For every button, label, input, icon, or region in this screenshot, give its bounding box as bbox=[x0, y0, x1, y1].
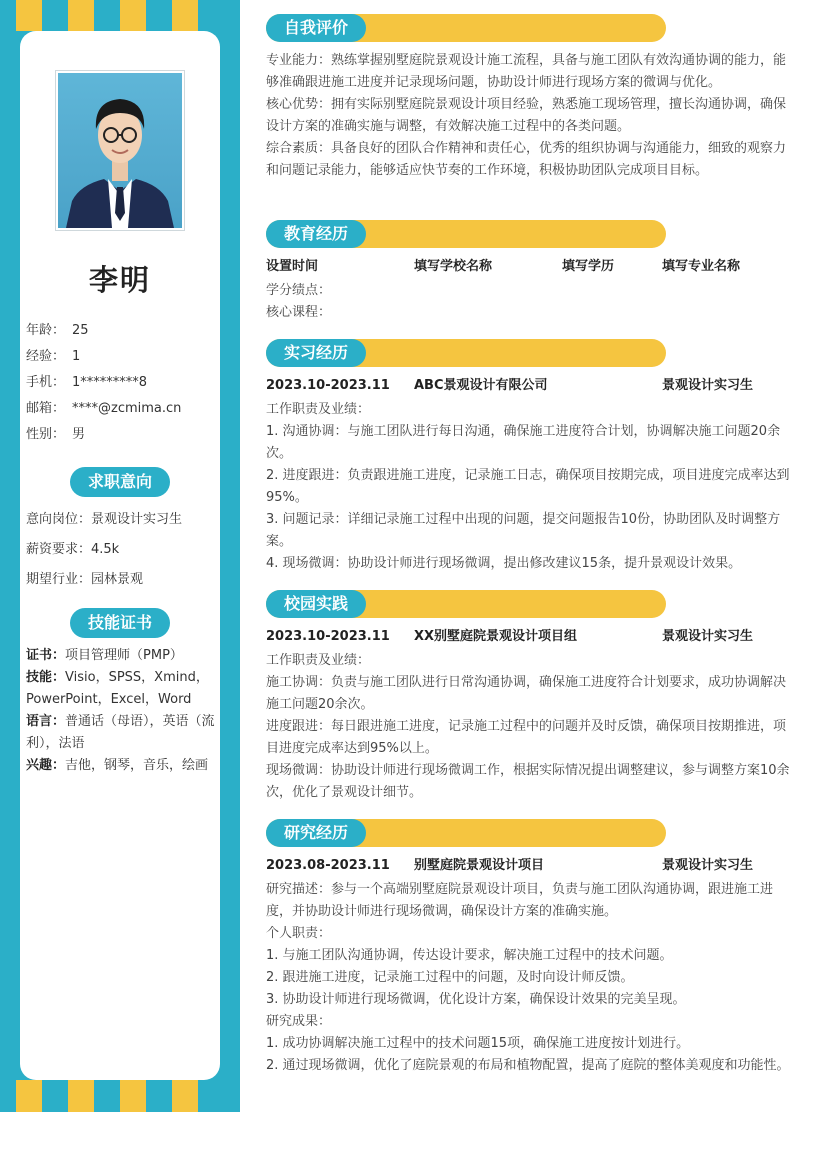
bottom-stripe bbox=[68, 1080, 94, 1112]
education-gpa: 学分绩点： bbox=[266, 283, 332, 298]
top-stripe bbox=[68, 0, 94, 31]
internship-company: ABC景观设计有限公司 bbox=[414, 378, 548, 393]
skill-tools: 技能：Visio，SPSS，Xmind，PowerPoint，Excel，Word bbox=[26, 670, 209, 707]
self-eval-paragraph: 核心优势：拥有实际别墅庭院景观设计项目经验，熟悉施工现场管理，擅长沟通协调，确保设计方案的准确实施与调整，有效解决施工过程中的各类问题。 bbox=[266, 97, 787, 134]
self-eval-header bbox=[266, 14, 666, 42]
campus-line: 工作职责及业绩： bbox=[266, 653, 371, 668]
campus-role: 景观设计实习生 bbox=[662, 629, 754, 644]
internship-header bbox=[266, 339, 666, 367]
research-time: 2023.08-2023.11 bbox=[266, 858, 390, 873]
skills-block bbox=[26, 645, 216, 777]
campus-header bbox=[266, 590, 666, 618]
info-age: 年龄： 25 bbox=[26, 323, 89, 338]
skills-heading: 技能证书 bbox=[70, 608, 170, 638]
education-time: 设置时间 bbox=[266, 259, 319, 274]
portrait-illustration bbox=[58, 73, 182, 228]
research-line: 3. 协助设计师进行现场微调，优化设计方案，确保设计效果的完美呈现。 bbox=[266, 992, 686, 1007]
campus-line: 进度跟进：每日跟进施工进度，记录施工过程中的问题并及时反馈，确保项目按期推进，项目进度完成率达到95%以上。 bbox=[266, 719, 787, 756]
intent-salary: 薪资要求：4.5k bbox=[26, 542, 120, 557]
intent-industry: 期望行业：园林景观 bbox=[26, 572, 144, 587]
bottom-stripe bbox=[172, 1080, 198, 1112]
internship-time: 2023.10-2023.11 bbox=[266, 378, 390, 393]
campus-org: XX别墅庭院景观设计项目组 bbox=[414, 629, 578, 644]
research-line: 1. 成功协调解决施工过程中的技术问题15项，确保施工进度按计划进行。 bbox=[266, 1036, 690, 1051]
internship-role: 景观设计实习生 bbox=[662, 378, 754, 393]
info-phone: 手机： 1*********8 bbox=[26, 375, 148, 390]
info-experience: 经验： 1 bbox=[26, 349, 81, 364]
info-gender: 性别： 男 bbox=[26, 427, 86, 442]
intent-position: 意向岗位：景观设计实习生 bbox=[26, 512, 183, 527]
campus-time: 2023.10-2023.11 bbox=[266, 629, 390, 644]
section-title: 实习经历 bbox=[266, 339, 366, 367]
internship-line: 工作职责及业绩： bbox=[266, 402, 371, 417]
skill-languages: 语言：普通话（母语），英语（流利），法语 bbox=[26, 714, 215, 751]
campus-line: 现场微调：协助设计师进行现场微调工作，根据实际情况提出调整建议，参与调整方案10余次，优化了景观设计细节。 bbox=[266, 763, 790, 800]
self-eval-content bbox=[266, 50, 796, 182]
bottom-stripe bbox=[120, 1080, 146, 1112]
top-stripe bbox=[172, 0, 198, 31]
education-school: 填写学校名称 bbox=[414, 259, 493, 274]
internship-line: 1. 沟通协调：与施工团队进行每日沟通，确保施工进度符合计划，协调解决施工问题20余次。 bbox=[266, 424, 781, 461]
research-line: 2. 通过现场微调，优化了庭院景观的布局和植物配置，提高了庭院的整体美观度和功能性。 bbox=[266, 1058, 790, 1073]
research-line: 1. 与施工团队沟通协调，传达设计要求，解决施工过程中的技术问题。 bbox=[266, 948, 673, 963]
education-major: 填写专业名称 bbox=[662, 259, 741, 274]
research-role: 景观设计实习生 bbox=[662, 858, 754, 873]
candidate-name: 李明 bbox=[88, 263, 151, 297]
info-email: 邮箱： ****@zcmima.cn bbox=[26, 401, 182, 416]
section-title: 教育经历 bbox=[266, 220, 366, 248]
research-row bbox=[266, 855, 796, 877]
research-line: 个人职责： bbox=[266, 926, 332, 941]
top-stripe bbox=[16, 0, 42, 31]
education-degree: 填写学历 bbox=[562, 259, 615, 274]
education-row bbox=[266, 256, 796, 278]
profile-photo bbox=[56, 71, 184, 230]
research-header bbox=[266, 819, 666, 847]
research-line: 2. 跟进施工进度，记录施工过程中的问题，及时向设计师反馈。 bbox=[266, 970, 634, 985]
research-line: 研究成果： bbox=[266, 1014, 332, 1029]
internship-content bbox=[266, 399, 796, 575]
internship-row bbox=[266, 375, 796, 397]
research-project: 别墅庭院景观设计项目 bbox=[414, 858, 545, 873]
education-courses: 核心课程： bbox=[266, 305, 332, 320]
research-line: 研究描述：参与一个高端别墅庭院景观设计项目，负责与施工团队沟通协调，跟进施工进度，并协助设计师进行现场微调，确保设计方案的准确实施。 bbox=[266, 882, 774, 919]
self-eval-paragraph: 综合素质：具备良好的团队合作精神和责任心，优秀的组织协调与沟通能力，细致的观察力和问题记录能力，能够适应快节奏的工作环境，积极协助团队完成项目目标。 bbox=[266, 141, 787, 178]
education-details bbox=[266, 280, 796, 324]
campus-row bbox=[266, 626, 796, 648]
self-eval-paragraph: 专业能力：熟练掌握别墅庭院景观设计施工流程，具备与施工团队有效沟通协调的能力，能够准确跟进施工进度并记录现场问题，协助设计师进行现场方案的微调与优化。 bbox=[266, 53, 787, 90]
internship-line: 4. 现场微调：协助设计师进行现场微调，提出修改建议15条，提升景观设计效果。 bbox=[266, 556, 742, 571]
campus-line: 施工协调：负责与施工团队进行日常沟通协调，确保施工进度符合计划要求，成功协调解决施工问题20余次。 bbox=[266, 675, 787, 712]
skill-interests: 兴趣：吉他，钢琴，音乐，绘画 bbox=[26, 758, 209, 773]
section-title: 校园实践 bbox=[266, 590, 366, 618]
top-stripe bbox=[120, 0, 146, 31]
research-content bbox=[266, 879, 796, 1077]
section-title: 研究经历 bbox=[266, 819, 366, 847]
internship-line: 3. 问题记录：详细记录施工过程中出现的问题，提交问题报告10份，协助团队及时调整方案。 bbox=[266, 512, 781, 549]
bottom-stripe bbox=[16, 1080, 42, 1112]
section-title: 自我评价 bbox=[266, 14, 366, 42]
job-intent-heading: 求职意向 bbox=[70, 467, 170, 497]
internship-line: 2. 进度跟进：负责跟进施工进度，记录施工日志，确保项目按期完成，项目进度完成率达到95%。 bbox=[266, 468, 790, 505]
campus-content bbox=[266, 650, 796, 804]
education-header bbox=[266, 220, 666, 248]
skill-certificate: 证书：项目管理师（PMP） bbox=[26, 648, 183, 663]
